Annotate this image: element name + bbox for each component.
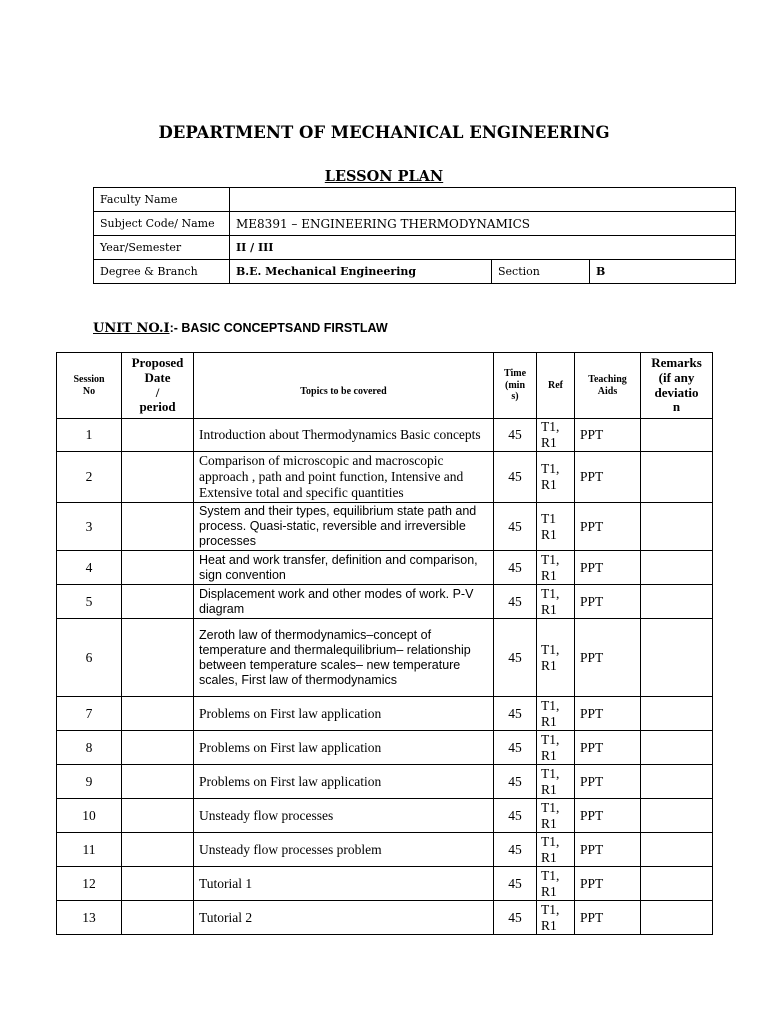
remarks-cell: [641, 833, 713, 867]
ref-cell: T1, R1: [537, 619, 575, 697]
ref-cell: T1, R1: [537, 765, 575, 799]
table-row: [57, 765, 713, 799]
table-row: [57, 551, 713, 585]
table-row: [57, 833, 713, 867]
aids-cell: PPT: [575, 833, 641, 867]
table-row: [57, 731, 713, 765]
aids-cell: PPT: [575, 585, 641, 619]
faculty-value: [230, 188, 736, 212]
topic-cell: Introduction about Thermodynamics Basic concepts: [194, 419, 494, 452]
time-cell: 45: [494, 585, 537, 619]
aids-cell: PPT: [575, 452, 641, 503]
degree-row: [94, 260, 736, 284]
remarks-cell: [641, 867, 713, 901]
time-cell: 45: [494, 619, 537, 697]
unit-heading: [93, 320, 388, 336]
aids-cell: PPT: [575, 697, 641, 731]
session-no: 10: [57, 799, 122, 833]
col-session-header: Session No: [57, 353, 122, 419]
table-row: [57, 697, 713, 731]
table-row: [57, 503, 713, 551]
aids-cell: PPT: [575, 619, 641, 697]
time-cell: 45: [494, 697, 537, 731]
table-row: [57, 619, 713, 697]
remarks-cell: [641, 452, 713, 503]
remarks-cell: [641, 731, 713, 765]
lesson-plan-title: LESSON PLAN: [324, 168, 444, 185]
remarks-cell: [641, 765, 713, 799]
topic-cell: Comparison of microscopic and macroscopic approach , path and point function, Intensive and Extensive total and specific quantities: [194, 452, 494, 503]
table-row: [57, 585, 713, 619]
ref-cell: T1, R1: [537, 697, 575, 731]
degree-value: B.E. Mechanical Engineering: [230, 260, 492, 284]
proposed-date-cell: [122, 697, 194, 731]
remarks-cell: [641, 419, 713, 452]
time-cell: 45: [494, 419, 537, 452]
unit-label: UNIT NO.I: [93, 321, 170, 336]
topic-cell: Problems on First law application: [194, 731, 494, 765]
table-row: [57, 452, 713, 503]
proposed-date-cell: [122, 452, 194, 503]
time-cell: 45: [494, 765, 537, 799]
session-no: 2: [57, 452, 122, 503]
topic-cell: Tutorial 1: [194, 867, 494, 901]
proposed-date-cell: [122, 551, 194, 585]
subject-value: ME8391 – ENGINEERING THERMODYNAMICS: [230, 212, 736, 236]
ref-cell: T1, R1: [537, 867, 575, 901]
remarks-cell: [641, 799, 713, 833]
topic-cell: Problems on First law application: [194, 697, 494, 731]
remarks-cell: [641, 585, 713, 619]
topic-cell: Problems on First law application: [194, 765, 494, 799]
col-remarks-header: Remarks (if any deviatio n: [641, 353, 713, 419]
session-no: 6: [57, 619, 122, 697]
col-time-header: Time (min s): [494, 353, 537, 419]
remarks-cell: [641, 551, 713, 585]
topic-cell: Displacement work and other modes of work. P-V diagram: [194, 585, 494, 619]
ref-cell: T1, R1: [537, 551, 575, 585]
time-cell: 45: [494, 867, 537, 901]
degree-label: Degree & Branch: [94, 260, 230, 284]
course-info-table: [93, 187, 736, 284]
session-no: 12: [57, 867, 122, 901]
aids-cell: PPT: [575, 551, 641, 585]
time-cell: 45: [494, 901, 537, 935]
session-no: 7: [57, 697, 122, 731]
session-no: 11: [57, 833, 122, 867]
remarks-cell: [641, 697, 713, 731]
department-title: DEPARTMENT OF MECHANICAL ENGINEERING: [158, 123, 610, 142]
ref-cell: T1, R1: [537, 833, 575, 867]
sessions-table: [56, 352, 713, 935]
aids-cell: PPT: [575, 799, 641, 833]
subject-row: [94, 212, 736, 236]
proposed-date-cell: [122, 901, 194, 935]
time-cell: 45: [494, 799, 537, 833]
proposed-date-cell: [122, 585, 194, 619]
proposed-date-cell: [122, 503, 194, 551]
remarks-cell: [641, 503, 713, 551]
col-topics-header: Topics to be covered: [194, 353, 494, 419]
col-aids-header: Teaching Aids: [575, 353, 641, 419]
ref-cell: T1, R1: [537, 419, 575, 452]
unit-title: BASIC CONCEPTSAND FIRSTLAW: [181, 321, 388, 335]
topic-cell: Unsteady flow processes problem: [194, 833, 494, 867]
table-row: [57, 799, 713, 833]
ref-cell: T1, R1: [537, 452, 575, 503]
table-row: [57, 867, 713, 901]
ref-cell: T1, R1: [537, 731, 575, 765]
topic-cell: System and their types, equilibrium state path and process. Quasi-static, reversible and irreversible processes: [194, 503, 494, 551]
time-cell: 45: [494, 452, 537, 503]
aids-cell: PPT: [575, 765, 641, 799]
remarks-cell: [641, 619, 713, 697]
aids-cell: PPT: [575, 731, 641, 765]
topic-cell: Tutorial 2: [194, 901, 494, 935]
ref-cell: T1, R1: [537, 901, 575, 935]
time-cell: 45: [494, 731, 537, 765]
year-value: II / III: [230, 236, 736, 260]
section-value: B: [590, 260, 736, 284]
session-no: 8: [57, 731, 122, 765]
remarks-cell: [641, 901, 713, 935]
year-label: Year/Semester: [94, 236, 230, 260]
proposed-date-cell: [122, 619, 194, 697]
year-row: [94, 236, 736, 260]
aids-cell: PPT: [575, 419, 641, 452]
session-no: 13: [57, 901, 122, 935]
time-cell: 45: [494, 503, 537, 551]
proposed-date-cell: [122, 799, 194, 833]
col-ref-header: Ref: [537, 353, 575, 419]
proposed-date-cell: [122, 867, 194, 901]
proposed-date-cell: [122, 833, 194, 867]
session-no: 9: [57, 765, 122, 799]
table-row: [57, 419, 713, 452]
section-label: Section: [492, 260, 590, 284]
faculty-label: Faculty Name: [94, 188, 230, 212]
aids-cell: PPT: [575, 867, 641, 901]
topic-cell: Heat and work transfer, definition and comparison, sign convention: [194, 551, 494, 585]
session-no: 4: [57, 551, 122, 585]
proposed-date-cell: [122, 419, 194, 452]
session-no: 5: [57, 585, 122, 619]
proposed-date-cell: [122, 765, 194, 799]
session-no: 1: [57, 419, 122, 452]
topic-cell: Unsteady flow processes: [194, 799, 494, 833]
ref-cell: T1 R1: [537, 503, 575, 551]
session-no: 3: [57, 503, 122, 551]
topic-cell: Zeroth law of thermodynamics–concept of temperature and thermalequilibrium– relationship between temperature scales– new temperature scales, First law of thermodynamics: [194, 619, 494, 697]
subject-label: Subject Code/ Name: [94, 212, 230, 236]
aids-cell: PPT: [575, 901, 641, 935]
time-cell: 45: [494, 551, 537, 585]
col-date-header: Proposed Date / period: [122, 353, 194, 419]
proposed-date-cell: [122, 731, 194, 765]
aids-cell: PPT: [575, 503, 641, 551]
faculty-row: [94, 188, 736, 212]
table-row: [57, 901, 713, 935]
time-cell: 45: [494, 833, 537, 867]
ref-cell: T1, R1: [537, 585, 575, 619]
ref-cell: T1, R1: [537, 799, 575, 833]
sessions-header-row: [57, 353, 713, 419]
unit-separator: :-: [169, 321, 182, 335]
